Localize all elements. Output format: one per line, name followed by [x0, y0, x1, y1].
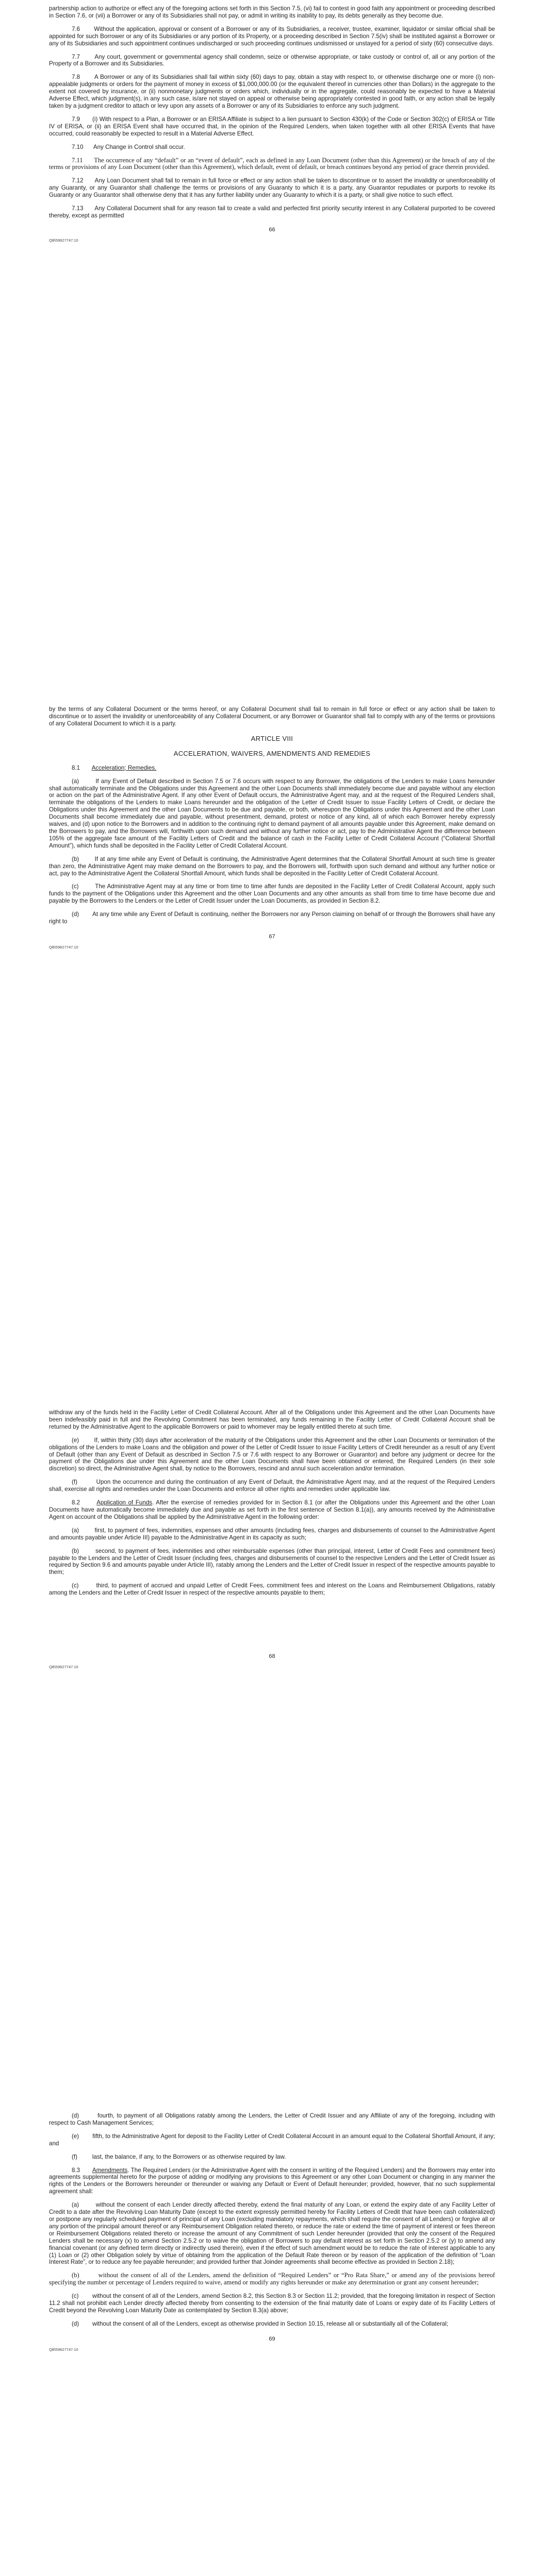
clause-d: (d) without the consent of all of the Lenders, except as otherwise provided in Section 10.15, release all or substantially all of the Collateral; — [72, 2320, 449, 2327]
article-title: ACCELERATION, WAIVERS, AMENDMENTS AND REMEDIES — [173, 749, 371, 757]
page-number: 66 — [269, 226, 275, 233]
page-67 — [0, 703, 544, 1406]
item-c: (c) third, to payment of accrued and unpaid Letter of Credit Fees, commitment fees and interest on the Loans and Reimbursement Obligations, ratably among the Lenders and the Letter of Credit Issuer in respect of the respective amounts payable to them; — [49, 1582, 495, 1597]
document-id: QB\59627747.10 — [49, 2347, 78, 2352]
section-title: Amendments — [92, 2166, 128, 2174]
item-f: (f) last, the balance, if any, to the Borrowers or as otherwise required by law. — [72, 2153, 286, 2160]
paragraph: by the terms of any Collateral Document or the terms hereof, or any Collateral Document shall fail to remain in full force or effect or any action shall be taken to discontinue or to assert the invalidity or unenforceability of any Collateral Document, or any Borrower or Guarantor shall fail to comply with any of the terms or provisions of any Collateral Document to which it is a party. — [49, 706, 495, 727]
item-a: (a) first, to payment of fees, indemnities, expenses and other amounts (including fees, charges and disbursements of counsel to the Administrative Agent and amounts payable under Article III) payable to the Administrative Agent in its capacity as such; — [49, 1527, 495, 1541]
page-number: 69 — [269, 2335, 275, 2342]
document-id: QB\59627747.10 — [49, 944, 78, 950]
section-number: 8.2 — [72, 1499, 80, 1506]
section-7-9: 7.9 (i) With respect to a Plan, a Borrower or an ERISA Affiliate is subject to a lien pursuant to Section 430(k) of the Code or Section 302(c) of ERISA or Title IV of ERISA, or (ii) an ERISA Event shall have occurred that, in the opinion of the Required Lenders, when taken together with all other ERISA Events that have occurred, could reasonably be expected to result in a Material Adverse Effect. — [49, 115, 495, 137]
clause-e: (e) If, within thirty (30) days after acceleration of the maturity of the Obligations under this Agreement and the other Loan Documents or termination of the obligations of the Lenders to make Loans and the obligation and power of the Letter of Credit Issuer to issue Facility Letters of Credit hereunder as a result of any Event of Default (other than any Event of Default as described in Section 7.5 or 7.6 with respect to any Borrower or Guarantor) and before any judgment or decree for the payment of the Obligations due under this Agreement and the other Loan Documents shall have been obtained or entered, the Required Lenders (in their sole discretion) so direct, the Administrative Agent shall, by notice to the Borrowers, rescind and annul such acceleration and/or termination. — [49, 1436, 495, 1472]
page-number: 67 — [269, 933, 275, 940]
article-heading: ARTICLE VIII — [251, 734, 293, 742]
document-id: QB\59627747.10 — [49, 238, 78, 243]
section-number: 8.3 — [72, 2166, 80, 2174]
section-title: Application of Funds — [96, 1499, 153, 1506]
section-heading-8-1 — [49, 765, 495, 772]
page-number: 68 — [269, 1653, 275, 1660]
clause-d: (d) At any time while any Event of Default is continuing, neither the Borrowers nor any Person claiming on behalf of or through the Borrowers shall have any right to — [49, 911, 495, 925]
section-title: Acceleration; Remedies. — [91, 764, 157, 771]
section-7-10: 7.10 Any Change in Control shall occur. — [72, 143, 185, 150]
paragraph: withdraw any of the funds held in the Facility Letter of Credit Collateral Account. After all of the Obligations under this Agreement and the other Loan Documents have been indefeasibly paid in full and the Revolving Commitment has been terminated, any funds remaining in the Facility Letter of Credit Collateral Account shall be returned by the Administrative Agent to the applicable Borrowers or paid to whomever may be legally entitled thereto at such time. — [49, 1409, 495, 1430]
clause-a: (a) If any Event of Default described in Section 7.5 or 7.6 occurs with respect to any Borrower, the obligations of the Lenders to make Loans hereunder shall automatically terminate and the Obligations under this Agreement and the other Loan Documents shall immediately become due and payable without any election or action on the part of the Administrative Agent. If any other Event of Default occurs, the Administrative Agent may, and at the request of the Required Lenders shall, terminate the obligations of the Lenders to make Loans hereunder and the obligation of the Letter of Credit Issuer to issue Facility Letters of Credit, or declare the Obligations under this Agreement and the other Loan Documents to be due and payable, or both, whereupon the Obligations under this Agreement and the other Loan Documents shall become immediately due and payable, without presentment, demand, protest or notice of any kind, all of which each Borrower hereby expressly waives, and (d) upon notice to the Borrowers and in addition to the continuing right to demand payment of all amounts payable under this Agreement, make demand on the Borrowers to pay, and the Borrowers will, forthwith upon such demand and without any further notice or act, pay to the Administrative Agent the difference between 105% of the aggregate face amount of the Facility Letters of Credit and the balance of cash in the Facility Letter of Credit Collateral Account (“Collateral Shortfall Amount”), which funds shall be deposited in the Facility Letter of Credit Collateral Account. — [49, 777, 495, 849]
section-text: . After the exercise of remedies provided for in Section 8.1 (or after the Obligations under this Agreement and the other Loan Documents have automatically become immediately due and payable as set forth in the first sentence of Section 8.1(a)), any amounts received by the Administrative Agent on account of the Obligations shall be applied by the Administrative Agent in the following order: — [49, 1499, 495, 1520]
item-d: (d) fourth, to payment of all Obligations ratably among the Lenders, the Letter of Credit Issuer and any Affiliate of any of the foregoing, including with respect to Cash Management Services; — [49, 2112, 495, 2126]
page-66 — [0, 0, 544, 703]
page-69 — [0, 2110, 544, 2576]
clause-b: (b) If at any time while any Event of Default is continuing, the Administrative Agent determines that the Collateral Shortfall Amount at such time is greater than zero, the Administrative Agent may make demand on the Borrowers to pay, and the Borrowers will, forthwith upon such demand and without any further notice or act, pay to the Administrative Agent the Collateral Shortfall Amount, which funds shall be deposited in the Facility Letter of Credit Collateral Account. — [49, 855, 495, 877]
section-number: 8.1 — [72, 764, 80, 771]
section-8-3 — [49, 2167, 495, 2196]
section-text: . The Required Lenders (or the Administrative Agent with the consent in writing of the Required Lenders) and the Borrowers may enter into agreements supplemental hereto for the purpose of adding or modifying any provisions to this Agreement or any other Loan Document or changing in any manner the rights of the Lenders or the Borrowers hereunder or thereunder or waiving any Default or Event of Default hereunder; provided, however, that no such supplemental agreement shall: — [49, 2166, 495, 2195]
section-7-8: 7.8 A Borrower or any of its Subsidiaries shall fail within sixty (60) days to pay, obtain a stay with respect to, or otherwise discharge one or more (i) non-appealable judgments or orders for the payment of money in excess of $1,000,000.00 (or the equivalent thereof in currencies other than Dollars) in the aggregate to the extent not covered by insurance, or (ii) nonmonetary judgments or orders which, individually or in the aggregate, could reasonably be expected to have a Material Adverse Effect, which judgment(s), in any such case, is/are not stayed on appeal or otherwise being appropriately contested in good faith, or any action shall be legally taken by a judgment creditor to attach or levy upon any assets of a Borrower or any of its Subsidiaries to enforce any such judgment. — [49, 74, 495, 109]
clause-c: (c) without the consent of all of the Lenders, amend Section 8.2, this Section 8.3 or Section 11.2; provided, that the foregoing limitation in respect of Section 11.2 shall not prohibit each Lender directly affected thereby from consenting to the extension of the final maturity date of Loans or expiry date of its Facility Letters of Credit beyond the Revolving Loan Maturity Date as contemplated by Section 8.3(a) above; — [49, 2293, 495, 2314]
clause-f: (f) Upon the occurrence and during the continuation of any Event of Default, the Administrative Agent may, and at the request of the Required Lenders shall, exercise all rights and remedies under the Loan Documents and enforce all other rights and remedies under applicable law. — [49, 1479, 495, 1493]
section-7-11: 7.11 The occurrence of any “default” or an “event of default”, each as defined in any Loan Document (other than this Agreement) or the breach of any of the terms or provisions of any Loan Document (other than this Agreement), which default, event of default, or breach continues beyond any period of grace therein provided. — [49, 156, 495, 171]
section-7-6: 7.6 Without the application, approval or consent of a Borrower or any of its Subsidiaries, a receiver, trustee, examiner, liquidator or similar official shall be appointed for such Borrower or any of its Subsidiaries or any portion of its Property, or a proceeding described in Section 7.5(iv) shall be instituted against a Borrower or any of its Subsidiaries and such appointment continues undischarged or such proceeding continues undismissed or unstayed for a period of sixty (60) consecutive days. — [49, 25, 495, 47]
section-7-12: 7.12 Any Loan Document shall fail to remain in full force or effect or any action shall be taken to discontinue or to assert the invalidity or unenforceability of any Guaranty, or any Guarantor shall challenge the terms or provisions of any Guaranty to which it is a party, any Guarantor repudiates or purports to revoke its Guaranty or any Guarantor shall otherwise deny that it has any further liability under any Guaranty to which it is a party, or shall give notice to such effect. — [49, 177, 495, 199]
clause-b: (b) without the consent of all of the Lenders, amend the definition of “Required Lenders” or “Pro Rata Share,” or amend any of the provisions hereof specifying the number or percentage of Lenders required to waive, amend or modify any rights hereunder or make any determination or grant any consent hereunder; — [49, 2272, 495, 2286]
section-8-2 — [49, 1499, 495, 1521]
section-7-13: 7.13 Any Collateral Document shall for any reason fail to create a valid and perfected first priority security interest in any Collateral purported to be covered thereby, except as permitted — [49, 205, 495, 219]
paragraph: partnership action to authorize or effect any of the foregoing actions set forth in this Section 7.5, (vi) fail to contest in good faith any appointment or proceeding described in Section 7.6, or (vii) a Borrower or any of its Subsidiaries shall not pay, or admit in writing its inability to pay, its debts generally as they become due. — [49, 5, 495, 19]
item-e: (e) fifth, to the Administrative Agent for deposit to the Facility Letter of Credit Collateral Account in an amount equal to the Collateral Shortfall Amount, if any; and — [49, 2132, 495, 2147]
clause-a: (a) without the consent of each Lender directly affected thereby, extend the final maturity of any Loan, or extend the expiry date of any Facility Letter of Credit to a date after the Revolving Loan Maturity Date (except to the extent expressly permitted hereby for Facility Letters of Credit that have been cash collateralized) or postpone any regularly scheduled payment of principal of any Loan (excluding mandatory repayments, which shall require the consent of all Lenders) or forgive all or any portion of the principal amount thereof or any Reimbursement Obligation related thereto, or reduce the rate or extend the time of payment of interest or fees thereon or Reimbursement Obligations related thereto or increase the amount of any Commitment of such Lender hereunder (provided that only the consent of the Required Lenders shall be necessary (x) to amend Section 2.5.2 or to waive the obligation of Borrowers to pay default interest as set forth in Section 2.5.2 or (y) to amend any financial covenant (or any defined term directly or indirectly used therein), even if the effect of such amendment would be to reduce the rate of interest applicable to any (1) Loan or (2) other Obligation solely by virtue of obtaining from the application of the Default Rate thereon or by reason of the application of the definition of “Loan Interest Rate”, or to reduce any fee payable hereunder; and provided further that Joinder agreements shall become effective as provided in Section 2.18); — [49, 2201, 495, 2266]
item-b: (b) second, to payment of fees, indemnities and other reimbursable expenses (other than principal, interest, Letter of Credit Fees and commitment fees) payable to the Lenders and the Letter of Credit Issuer (including fees, charges and disbursements of counsel to the respective Lenders and the Letter of Credit Issuer as required by Section 9.6 and amounts payable under Article III), ratably among the Lenders and the Letter of Credit Issuer in respect of the respective amounts payable to them; — [49, 1547, 495, 1576]
document-id: QB\59627747.10 — [49, 1665, 78, 1670]
page-68 — [0, 1406, 544, 2110]
clause-c: (c) The Administrative Agent may at any time or from time to time after funds are deposited in the Facility Letter of Credit Collateral Account, apply such funds to the payment of the Obligations under this Agreement and the other Loan Documents and any other amounts as shall from time to time have become due and payable by the Borrowers to the Lenders or the Letter of Credit Issuer under the Loan Documents, as provided in Section 8.2. — [49, 883, 495, 905]
section-7-7: 7.7 Any court, government or governmental agency shall condemn, seize or otherwise appropriate, or take custody or control of, all or any portion of the Property of a Borrower and its Subsidiaries. — [49, 53, 495, 67]
